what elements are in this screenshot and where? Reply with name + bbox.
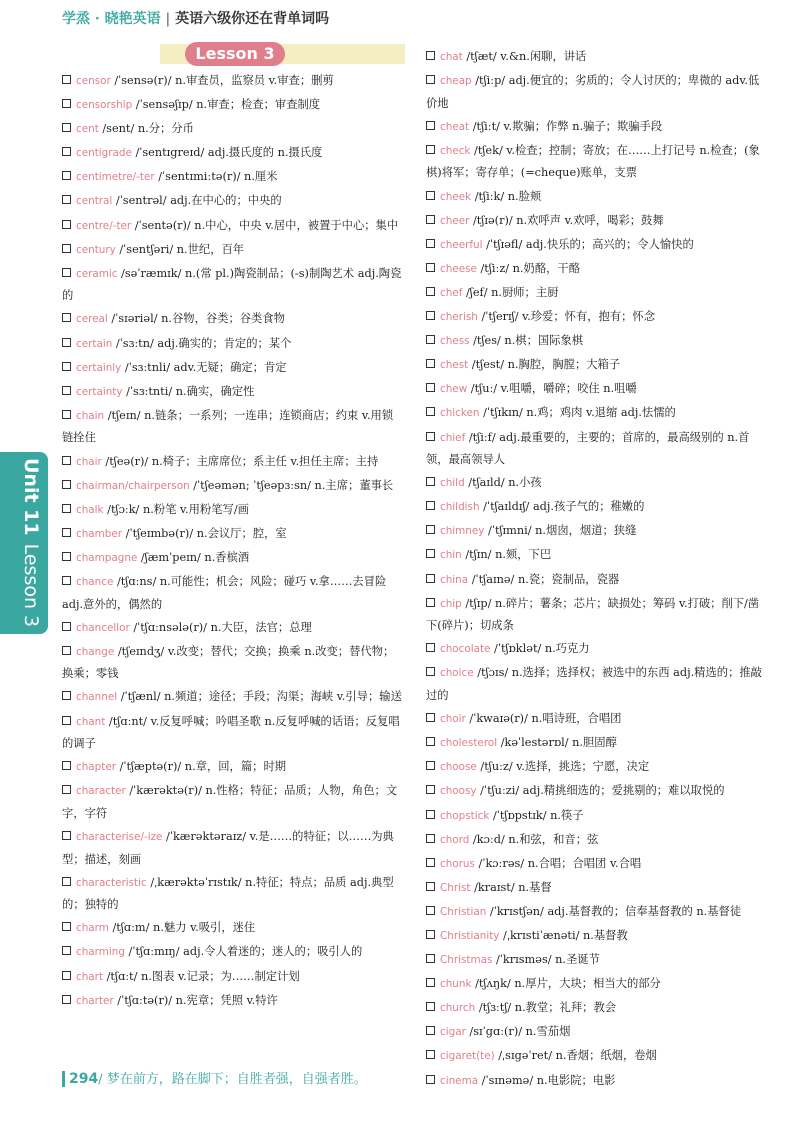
vocab-entry [426,472,768,495]
vocab-definition: /ˈsɪnəmə/ n.电影院；电影 [478,1073,616,1087]
vocab-entry [62,239,404,262]
vocab-definition: /ˌkærəktəˈrɪstɪk/ n.特征；特点；品质 adj.典型的；独特的 [62,875,394,912]
page-number: 294 [62,1071,98,1087]
checkbox-icon[interactable] [62,410,71,419]
vocab-definition: /ˌkrɪstiˈænəti/ n.基督教 [499,928,628,942]
vocab-definition: /tʃɑːt/ n.图表 v.记录；为……制定计划 [103,969,300,983]
vocab-word: chair [76,455,102,468]
vocab-entry [426,805,768,828]
vocab-entry [426,282,768,305]
vocab-entry [62,451,404,474]
vocab-definition: /ˈtʃæptə(r)/ n.章，回，篇；时期 [116,760,287,774]
checkbox-icon[interactable] [426,75,435,84]
checkbox-icon[interactable] [426,383,435,392]
vocab-word: cigar [440,1026,466,1039]
checkbox-icon[interactable] [426,549,435,558]
unit-side-tab [0,452,48,634]
checkbox-icon[interactable] [62,716,71,725]
vocab-word: central [76,195,113,208]
vocab-word: characterise/-ize [76,831,163,843]
vocab-word: chairman/chairperson [76,479,190,492]
checkbox-icon[interactable] [426,1002,435,1011]
vocab-word: choice [440,667,474,680]
vocab-definition: /ˈkrɪsməs/ n.圣诞节 [492,953,600,967]
vocab-word: cheese [440,262,477,275]
checkbox-icon[interactable] [62,386,71,395]
vocab-word: centimetre/-ter [76,171,155,184]
vocab-definition: /ˈtʃɒpstɪk/ n.筷子 [489,808,584,822]
checkbox-icon[interactable] [62,946,71,955]
vocab-word: ceramic [76,267,118,280]
vocab-word: charming [76,946,125,959]
checkbox-icon[interactable] [426,574,435,583]
vocab-word: Christianity [440,929,500,942]
vocab-word: chew [440,383,468,396]
checkbox-icon[interactable] [62,268,71,277]
vocab-definition: /ˈtʃeəmən; ˈtʃeəpɜːsn/ n.主席；董事长 [189,478,394,492]
vocab-word: cinema [440,1074,479,1087]
checkbox-icon[interactable] [426,121,435,130]
checkbox-icon[interactable] [62,877,71,886]
vocab-entry [62,166,404,189]
vocab-definition: /tʃɔɪs/ n.选择；选择权；被选中的东西 adj.精选的；推敲过的 [426,666,762,703]
vocab-definition: /tʃɑːns/ n.可能性；机会；风险；碰巧 v.拿……去冒险 adj.意外的，偶然的 [62,574,387,611]
checkbox-icon[interactable] [426,432,435,441]
checkbox-icon[interactable] [426,930,435,939]
vocab-word: Christmas [440,954,493,967]
vocab-word: centre/-ter [76,219,132,232]
checkbox-icon[interactable] [426,407,435,416]
checkbox-icon[interactable] [426,1050,435,1059]
vocab-word: change [76,645,115,658]
vocab-word: choir [440,713,466,726]
checkbox-icon[interactable] [426,311,435,320]
checkbox-icon[interactable] [426,667,435,676]
vocab-entry [426,853,768,876]
checkbox-icon[interactable] [62,761,71,770]
vocab-word: chapter [76,761,116,774]
book-title: 英语六级你还在背单词吗 [175,11,330,27]
vocab-definition: /ˈsɜːtnti/ n.确实，确定性 [122,384,255,398]
checkbox-icon[interactable] [426,906,435,915]
vocab-definition: /tʃek/ v.检查；控制；寄放；在……上打记号 n.检查；(象棋)将军；寄存单；(=cheque)账单，支票 [426,143,760,180]
vocab-word: church [440,1002,476,1015]
vocab-definition: /tʃɪn/ n.颏，下巴 [461,548,552,562]
vocab-entry [426,949,768,972]
vocab-word: certainty [76,385,123,398]
checkbox-icon[interactable] [426,882,435,891]
vocab-definition: /ˈkɔːrəs/ n.合唱；合唱团 v.合唱 [474,856,642,870]
vocab-entry [62,571,404,615]
header-separator: | [165,11,171,27]
vocab-entry [62,872,404,916]
vocab-entry [426,258,768,281]
vocab-definition: /ˈsentə(r)/ n.中心，中央 v.居中，被置于中心；集中 [131,218,399,232]
checkbox-icon[interactable] [62,362,71,371]
vocab-entry [62,756,404,779]
vocab-word: champagne [76,551,138,564]
vocab-word: cholesterol [440,737,498,750]
checkbox-icon[interactable] [426,737,435,746]
vocab-definition: /tʃiːp/ adj.便宜的；劣质的；令人讨厌的；卑微的 adv.低价地 [426,74,760,110]
vocab-definition: /kɔːd/ n.和弦，和音；弦 [469,832,599,846]
vocab-entry [426,1045,768,1068]
series-name: 晓艳英语 [104,11,161,27]
checkbox-icon[interactable] [426,713,435,722]
vocab-word: china [440,573,469,586]
checkbox-icon[interactable] [62,971,71,980]
left-column [62,70,404,1014]
vocab-entry [62,405,404,449]
vocab-entry [426,234,768,257]
vocab-entry [62,381,404,404]
vocab-entry [426,427,768,471]
vocab-word: centigrade [76,147,132,160]
vocab-definition: /ˈsɜːtnli/ adv.无疑；确定；肯定 [121,360,287,374]
checkbox-icon[interactable] [426,810,435,819]
vocab-word: Christ [440,881,471,894]
vocab-definition: /ˈtʃeɪmbə(r)/ n.会议厅；腔，室 [122,526,287,540]
vocab-word: chain [76,409,105,422]
vocab-definition: /ˈkærəktəraɪz/ v.是……的特征；以……为典型；描述，刻画 [62,830,394,866]
vocab-definition: /ˈsentɪgreɪd/ adj.摄氏度的 n.摄氏度 [131,146,323,160]
vocab-entry [426,378,768,401]
vocab-definition: /tʃiːk/ n.脸颊 [471,189,542,203]
vocab-definition: /ˈtʃɪmni/ n.烟囱，烟道；狭缝 [484,524,637,538]
checkbox-icon[interactable] [426,858,435,867]
vocab-word: cheat [440,120,470,133]
vocab-word: Christian [440,905,487,918]
vocab-definition: /kraɪst/ n.基督 [470,880,552,894]
vocab-definition: /kəˈlestərɒl/ n.胆固醇 [497,736,617,750]
vocab-entry [426,70,768,114]
vocab-word: cheek [440,190,472,203]
vocab-definition: /tʃæt/ v.&n.闲聊，讲话 [462,50,587,63]
vocab-entry [426,46,768,69]
vocab-definition: /tʃest/ n.胸腔，胸膛；大箱子 [468,358,621,372]
vocab-entry [62,475,404,498]
vocab-word: censor [76,75,111,87]
checkbox-icon[interactable] [426,145,435,154]
vocab-entry [62,780,404,824]
checkbox-icon[interactable] [426,643,435,652]
checkbox-icon[interactable] [62,338,71,347]
checkbox-icon[interactable] [62,922,71,931]
vocab-definition: /ˈsɪəriəl/ n.谷物，谷类；谷类食物 [107,312,285,326]
vocab-entry [426,901,768,924]
checkbox-icon[interactable] [426,477,435,486]
vocab-entry [426,780,768,803]
vocab-entry [426,140,768,184]
vocab-word: chest [440,359,469,372]
vocab-definition: /tʃɪp/ n.碎片；薯条；芯片；缺损处；筹码 v.打破；削下/凿下(碎片)；切成条 [426,596,760,633]
vocab-entry [62,686,404,709]
vocab-definition: /sent/ n.分；分币 [98,122,194,136]
checkbox-icon[interactable] [426,335,435,344]
checkbox-icon[interactable] [62,147,71,156]
vocab-definition: /tʃuː/ v.咀嚼，嚼碎；咬住 n.咀嚼 [467,382,637,396]
vocab-definition: /tʃɑːnt/ v.反复呼喊；吟唱圣歌 n.反复呼喊的话语；反复唱的调子 [62,714,400,751]
vocab-entry [426,708,768,731]
checkbox-icon[interactable] [62,313,71,322]
vocab-definition: /ˈsensəʃɪp/ n.审查；检查；审查制度 [132,98,321,112]
vocab-entry [426,496,768,519]
checkbox-icon[interactable] [62,220,71,229]
vocab-definition: /ˈtʃænl/ n.频道；途径；手段；沟渠；海峡 v.引导；输送 [117,690,402,704]
vocab-entry [426,116,768,139]
checkbox-icon[interactable] [426,834,435,843]
vocab-word: chip [440,597,462,610]
checkbox-icon[interactable] [426,359,435,368]
vocab-word: chord [440,833,470,846]
vocab-definition: /tʃɔːk/ n.粉笔 v.用粉笔写/画 [103,502,249,516]
vocab-definition: /ˈsensə(r)/ n.审查员，监察员 v.审查；删剪 [110,74,334,87]
checkbox-icon[interactable] [62,552,71,561]
vocab-entry [62,917,404,940]
vocab-word: century [76,243,116,256]
checkbox-icon[interactable] [426,501,435,510]
checkbox-icon[interactable] [62,123,71,132]
vocab-word: chin [440,549,462,562]
checkbox-icon[interactable] [62,646,71,655]
vocab-definition: /ˈtʃɑːnsələ(r)/ n.大臣，法官；总理 [129,620,312,634]
vocab-entry [426,756,768,779]
vocab-definition: /ˈtʃɪəfl/ adj.快乐的；高兴的；令人愉快的 [482,237,694,251]
checkbox-icon[interactable] [426,525,435,534]
vocab-definition: /tʃeə(r)/ n.椅子；主席席位；系主任 v.担任主席；主持 [101,454,379,468]
vocab-word: cherish [440,311,478,324]
checkbox-icon[interactable] [426,761,435,770]
checkbox-icon[interactable] [426,51,435,60]
vocab-entry [62,617,404,640]
vocab-word: chopstick [440,809,490,822]
vocab-word: chalk [76,503,104,516]
vocab-entry [426,877,768,900]
vocab-entry [62,118,404,141]
vocab-entry [426,186,768,209]
vocab-entry [426,402,768,425]
checkbox-icon[interactable] [426,239,435,248]
vocab-entry [426,544,768,567]
vocab-entry [426,520,768,543]
vocab-entry [426,354,768,377]
vocab-entry [426,1021,768,1044]
vocab-definition: /ˈtʃɪkɪn/ n.鸡；鸡肉 v.退缩 adj.怯懦的 [479,406,676,420]
checkbox-icon[interactable] [426,191,435,200]
checkbox-icon[interactable] [62,576,71,585]
checkbox-icon[interactable] [62,691,71,700]
checkbox-icon[interactable] [62,480,71,489]
vocab-definition: /ˈtʃaɪldɪʃ/ adj.孩子气的；稚嫩的 [479,500,645,514]
vocab-word: cheerful [440,238,483,251]
vocab-definition: /tʃɪə(r)/ n.欢呼声 v.欢呼，喝彩；鼓舞 [469,213,664,227]
vocab-word: chancellor [76,621,130,634]
vocab-definition: /səˈræmɪk/ n.(常 pl.)陶瓷制品；(-s)制陶艺术 adj.陶瓷的 [62,266,402,303]
vocab-word: certainly [76,361,122,374]
side-tab-lesson: Lesson 3 [20,543,42,628]
vocab-entry [426,662,768,706]
vocab-entry [426,638,768,661]
vocab-word: certain [76,337,113,350]
vocab-entry [62,333,404,356]
checkbox-icon[interactable] [426,978,435,987]
vocab-entry [62,711,404,755]
vocab-entry [426,330,768,353]
running-header [62,8,329,28]
vocab-definition: /tʃeɪndʒ/ v.改变；替代；交换；换乘 n.改变；替代物；换乘；零钱 [62,644,395,681]
vocab-word: child [440,477,465,490]
vocab-entry [426,829,768,852]
checkbox-icon[interactable] [426,215,435,224]
vocab-definition: /tʃɜːtʃ/ n.教堂；礼拜；教会 [475,1001,617,1015]
vocab-definition: /ˈtʃɑːmɪŋ/ adj.令人着迷的；迷人的；吸引人的 [124,945,363,959]
vocab-definition: /ʃæmˈpeɪn/ n.香槟酒 [137,550,250,564]
vocab-entry [62,941,404,964]
vocab-definition: /ˈtʃɑːtə(r)/ n.宪章；凭照 v.特许 [113,993,278,1007]
vocab-word: channel [76,691,118,704]
vocab-word: character [76,785,126,798]
vocab-entry [62,94,404,117]
vocab-entry [62,523,404,546]
vocab-word: chat [440,51,463,63]
vocab-entry [62,499,404,522]
vocab-definition: /ˌsɪgəˈret/ n.香烟；纸烟，卷烟 [494,1049,657,1063]
vocab-definition: /ˈtʃaɪnə/ n.瓷；瓷制品，瓷器 [468,572,620,586]
vocab-entry [426,997,768,1020]
vocab-entry [62,990,404,1013]
vocab-entry [426,306,768,329]
vocab-definition: /ˈsɜːtn/ adj.确实的；肯定的；某个 [112,336,292,350]
publisher-name: 学烝 [62,11,90,27]
vocab-entry [62,826,404,870]
vocab-definition: /tʃiːz/ n.奶酪，干酪 [476,261,581,275]
checkbox-icon[interactable] [62,785,71,794]
checkbox-icon[interactable] [62,456,71,465]
checkbox-icon[interactable] [62,528,71,537]
checkbox-icon[interactable] [426,1075,435,1084]
vocab-entry [62,142,404,165]
vocab-word: censorship [76,99,133,112]
checkbox-icon[interactable] [426,598,435,607]
vocab-word: choose [440,761,477,774]
vocab-definition: /tʃiːt/ v.欺骗；作弊 n.骗子；欺骗手段 [469,119,663,133]
vocab-entry [62,215,404,238]
vocab-word: cheap [440,75,472,88]
vocab-word: chocolate [440,643,491,656]
vocab-entry [62,547,404,570]
vocab-definition: /sɪˈgɑː(r)/ n.雪茄烟 [465,1025,571,1039]
vocab-entry [426,210,768,233]
checkbox-icon[interactable] [426,287,435,296]
vocab-word: chimney [440,525,485,538]
checkbox-icon[interactable] [62,244,71,253]
vocab-entry [62,357,404,380]
vocab-definition: /tʃʌŋk/ n.厚片，大块；相当大的部分 [471,977,661,991]
vocab-entry [426,732,768,755]
vocab-definition: /ˈtʃɒklət/ n.巧克力 [490,642,590,656]
vocab-definition: /tʃɑːm/ n.魅力 v.吸引，迷住 [108,921,256,935]
vocab-word: charm [76,922,109,935]
vocab-word: chief [440,431,466,444]
vocab-entry [426,925,768,948]
vocab-word: choosy [440,785,477,798]
vocab-entry [62,308,404,331]
vocab-definition: /ˈkwaɪə(r)/ n.唱诗班，合唱团 [465,712,622,726]
vocab-word: chess [440,335,470,348]
lesson-heading: Lesson 3 [185,42,285,66]
checkbox-icon[interactable] [62,75,71,84]
right-column [426,46,768,1094]
vocab-entry [426,569,768,592]
vocab-definition: /ˈsentrəl/ adj.在中心的；中央的 [112,194,282,208]
vocab-definition: /ˈkrɪstʃən/ adj.基督教的；信奉基督教的 n.基督徒 [486,904,742,918]
vocab-word: characteristic [76,876,147,889]
vocab-word: chance [76,575,114,588]
vocab-entry [62,263,404,307]
vocab-definition: /tʃes/ n.棋；国际象棋 [469,334,584,348]
vocab-definition: /ˈtʃerɪʃ/ v.珍爱；怀有，抱有；怀念 [477,310,656,324]
vocab-entry [62,190,404,213]
vocab-word: chorus [440,857,475,870]
checkbox-icon[interactable] [62,195,71,204]
checkbox-icon[interactable] [62,995,71,1004]
vocab-definition: /ˈsentɪmiːtə(r)/ n.厘米 [154,170,278,184]
vocab-word: cheer [440,214,470,227]
vocab-definition: /tʃaɪld/ n.小孩 [464,476,542,490]
vocab-word: childish [440,501,480,514]
vocab-word: chamber [76,527,123,540]
vocab-word: cigaret(te) [440,1050,495,1063]
footer-motto: / 梦在前方，路在脚下；自胜者强，自强者胜。 [98,1072,367,1087]
side-tab-unit: Unit 11 [20,458,42,536]
checkbox-icon[interactable] [426,785,435,794]
checkbox-icon[interactable] [62,504,71,513]
page-footer [62,1068,367,1087]
vocab-entry [62,641,404,685]
vocab-entry [426,973,768,996]
vocab-definition: /ʃef/ n.厨师；主厨 [462,285,559,299]
checkbox-icon[interactable] [62,99,71,108]
checkbox-icon[interactable] [62,171,71,180]
vocab-word: cereal [76,313,108,326]
checkbox-icon[interactable] [426,954,435,963]
vocab-word: charter [76,994,114,1007]
vocab-entry [426,1070,768,1093]
vocab-word: chicken [440,407,480,420]
vocab-entry [62,70,404,93]
header-dot: · [94,11,100,27]
checkbox-icon[interactable] [426,1026,435,1035]
vocab-entry [62,966,404,989]
vocab-word: cent [76,123,99,136]
vocab-word: chant [76,715,106,728]
vocab-definition: /tʃiːf/ adj.最重要的，主要的；首席的，最高级别的 n.首领，最高领导人 [426,430,750,467]
vocab-definition: /tʃuːz/ v.选择，挑选；宁愿，决定 [476,760,650,774]
vocab-definition: /ˈkærəktə(r)/ n.性格；特征；品质；人物，角色；文字，字符 [62,784,398,820]
vocab-word: chart [76,970,104,983]
checkbox-icon[interactable] [426,263,435,272]
vocab-definition: /tʃeɪn/ n.链条；一系列；一连串；连锁商店；约束 v.用锁链拴住 [62,408,394,445]
vocab-definition: /ˈtʃuːzi/ adj.精挑细选的；爱挑剔的；难以取悦的 [476,784,725,798]
vocab-entry [426,593,768,637]
vocab-word: chunk [440,978,472,991]
checkbox-icon[interactable] [62,622,71,631]
vocab-word: check [440,144,471,157]
checkbox-icon[interactable] [62,831,71,840]
vocab-word: chef [440,286,463,299]
vocab-definition: /ˈsentʃəri/ n.世纪，百年 [115,242,245,256]
